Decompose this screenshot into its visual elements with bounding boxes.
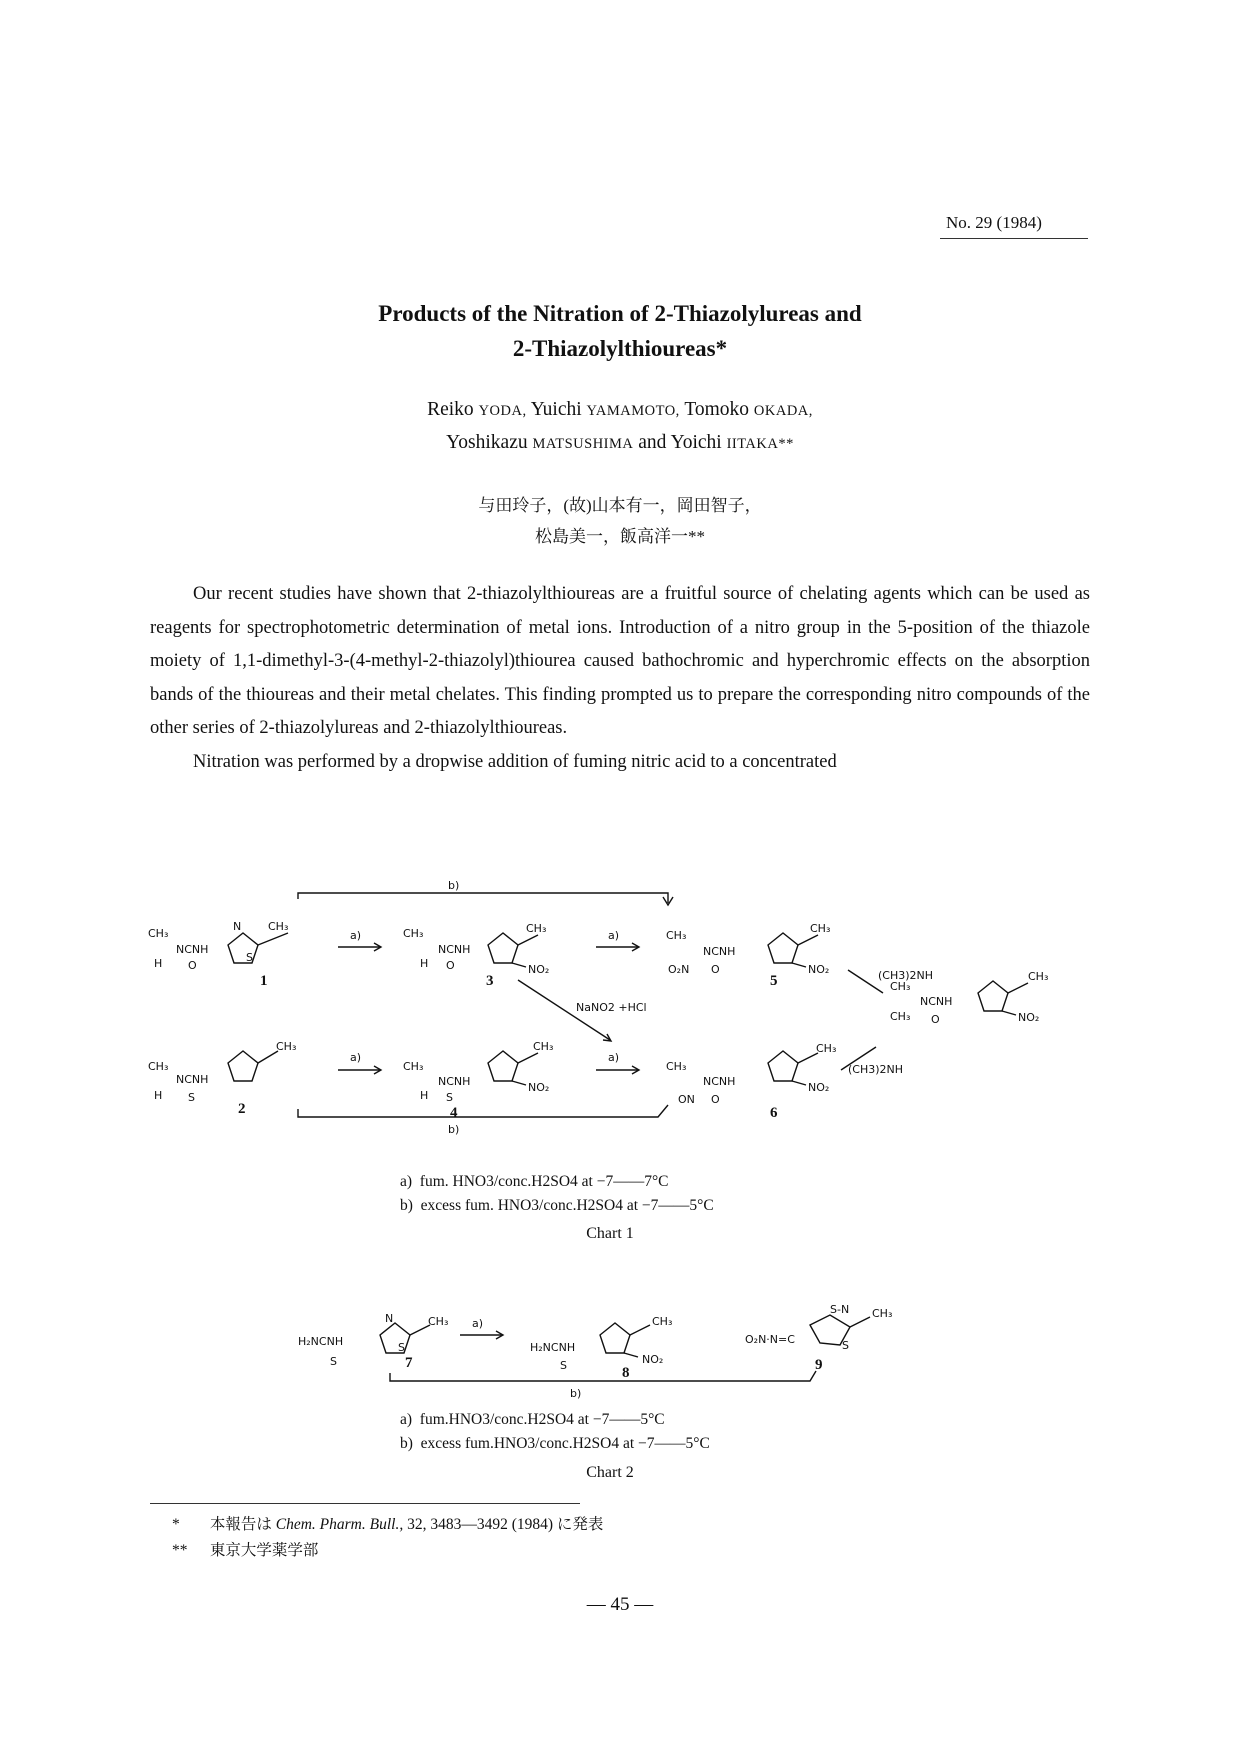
svg-text:NCNH: NCNH — [703, 1075, 736, 1088]
svg-text:O₂N: O₂N — [668, 963, 690, 976]
author-and: and — [638, 432, 667, 453]
svg-text:CH₃: CH₃ — [890, 980, 911, 993]
compound-8 — [530, 1315, 672, 1381]
svg-text:S: S — [560, 1359, 567, 1372]
arrow-2-to-4-label: a) — [350, 1051, 362, 1064]
svg-text:H: H — [154, 957, 163, 970]
svg-text:NO₂: NO₂ — [1018, 1011, 1040, 1024]
author-list — [200, 394, 1040, 460]
svg-text:CH₃: CH₃ — [428, 1315, 449, 1328]
arrow-b-bottom — [298, 1105, 668, 1117]
footnotes — [172, 1512, 603, 1564]
author-3-first: Tomoko — [684, 399, 750, 420]
author-5-first: Yoichi — [670, 432, 722, 453]
svg-text:O: O — [711, 963, 720, 976]
svg-text:NCNH: NCNH — [703, 945, 736, 958]
chart-1-condition-b: b) excess fum. HNO3/conc.H2SO4 at −7——5°C — [400, 1197, 714, 1214]
compound-9-number: 9 — [815, 1357, 823, 1373]
author-3-last: OKADA, — [753, 403, 813, 419]
svg-text:S: S — [246, 951, 253, 964]
svg-text:H₂NCNH: H₂NCNH — [298, 1335, 344, 1348]
svg-text:O₂N·N=C: O₂N·N=C — [745, 1333, 795, 1346]
svg-text:N: N — [233, 920, 242, 933]
footnote-1-mark: * — [172, 1516, 180, 1533]
svg-text:H: H — [420, 957, 429, 970]
paragraph-1: Our recent studies have shown that 2-thiazolylthioureas are a fruitful source of chelating agents which can be used as reagents for spectrophotometric determination of metal ions. Introduction of a nitro group in the 5-position of the thiazole moiety of 1,1-dimethyl-3-(4-methyl-2-thiazolyl)thiourea caused bathochromic and hyperchromic effects on the absorption bands of the thioureas and their metal chelates. This finding prompted us to prepare the corresponding nitro compounds of the other series of 2-thiazolylureas and 2-thiazolylthioureas. — [150, 584, 1090, 738]
chart-2-conditions — [400, 1408, 710, 1456]
svg-text:O: O — [931, 1013, 940, 1026]
svg-text:H: H — [154, 1089, 163, 1102]
chart-2-caption: Chart 2 — [586, 1464, 634, 1481]
svg-text:CH₃: CH₃ — [810, 922, 831, 935]
nitrosation-reagent-label: NaNO2 +HCl — [576, 1001, 647, 1014]
arrow-1-to-3-label: a) — [350, 929, 362, 942]
compound-1 — [148, 920, 288, 989]
svg-text:S: S — [188, 1091, 195, 1104]
svg-text:O: O — [446, 959, 455, 972]
author-1-last: YODA, — [478, 403, 527, 419]
author-list-japanese — [200, 490, 1040, 552]
title-line-2: 2-Thiazolylthioureas* — [512, 336, 728, 361]
svg-text:NO₂: NO₂ — [528, 1081, 550, 1094]
chart-2-condition-b: b) excess fum.HNO3/conc.H2SO4 at −7——5°C — [400, 1435, 710, 1452]
author-2-last: YAMAMOTO, — [586, 403, 680, 419]
compound-5-number: 5 — [770, 973, 778, 989]
arrow-7-to-8-label: a) — [472, 1317, 484, 1330]
compound-2-number: 2 — [238, 1101, 246, 1117]
chart-2-condition-a: a) fum.HNO3/conc.H2SO4 at −7——5°C — [400, 1411, 665, 1428]
body-text — [150, 578, 1090, 779]
journal-number-rule — [940, 238, 1088, 239]
compound-6-number: 6 — [770, 1105, 778, 1121]
chart-1-reaction-scheme — [148, 875, 1098, 1145]
arrow-b-chart-2-label: b) — [570, 1387, 582, 1400]
svg-text:H: H — [420, 1089, 429, 1102]
svg-text:S: S — [446, 1091, 453, 1104]
svg-text:H₂NCNH: H₂NCNH — [530, 1341, 576, 1354]
svg-text:CH₃: CH₃ — [403, 927, 424, 940]
compound-7 — [298, 1312, 448, 1371]
svg-text:NCNH: NCNH — [176, 943, 209, 956]
paper-title — [200, 296, 1040, 366]
compound-4-number: 4 — [450, 1105, 458, 1121]
svg-text:S: S — [330, 1355, 337, 1368]
svg-text:CH₃: CH₃ — [652, 1315, 673, 1328]
svg-text:N: N — [385, 1312, 394, 1325]
chart-1-conditions — [400, 1170, 714, 1218]
compound-6 — [666, 1042, 836, 1121]
journal-number: No. 29 (1984) — [946, 213, 1042, 232]
author-4-last: MATSUSHIMA — [532, 436, 634, 452]
footnote-2-mark: ** — [172, 1542, 188, 1559]
arrow-4-to-6-label: a) — [608, 1051, 620, 1064]
svg-text:NO₂: NO₂ — [528, 963, 550, 976]
svg-text:S: S — [842, 1339, 849, 1352]
compound-2 — [148, 1040, 296, 1117]
svg-text:NO₂: NO₂ — [808, 963, 830, 976]
svg-text:CH₃: CH₃ — [533, 1040, 554, 1053]
compound-7-number: 7 — [405, 1355, 413, 1371]
author-ja-line-1: 与田玲子，(故)山本有一，岡田智子， — [478, 496, 762, 515]
author-ja-line-2: 松島美一，飯高洋一** — [535, 527, 705, 546]
footnote-rule — [150, 1503, 580, 1504]
svg-text:NO₂: NO₂ — [642, 1353, 664, 1366]
svg-text:CH₃: CH₃ — [666, 1060, 687, 1073]
arrow-3-to-5-label: a) — [608, 929, 620, 942]
svg-text:NO₂: NO₂ — [808, 1081, 830, 1094]
author-line-2 — [200, 427, 1040, 460]
svg-text:S: S — [398, 1341, 405, 1354]
footnote-1-journal: Chem. Pharm. Bull., — [275, 1516, 404, 1533]
compound-5 — [666, 922, 830, 989]
compound-3 — [403, 922, 549, 989]
amine-label-bottom: (CH3)2NH — [848, 1063, 904, 1076]
compound-9 — [745, 1303, 892, 1373]
svg-text:NCNH: NCNH — [438, 1075, 471, 1088]
svg-text:CH₃: CH₃ — [403, 1060, 424, 1073]
title-line-1: Products of the Nitration of 2-Thiazolylureas and — [378, 301, 862, 326]
svg-text:CH₃: CH₃ — [526, 922, 547, 935]
svg-text:ON: ON — [678, 1093, 695, 1106]
compound-8-number: 8 — [622, 1365, 630, 1381]
arrow-b-bottom-label: b) — [448, 1123, 460, 1136]
svg-text:CH₃: CH₃ — [890, 1010, 911, 1023]
compound-4 — [403, 1040, 553, 1121]
page-number: — 45 — — [586, 1594, 654, 1615]
svg-text:CH₃: CH₃ — [816, 1042, 837, 1055]
chart-1-condition-a: a) fum. HNO3/conc.H2SO4 at −7——7°C — [400, 1173, 669, 1190]
svg-text:CH₃: CH₃ — [872, 1307, 893, 1320]
paragraph-2: Nitration was performed by a dropwise addition of fuming nitric acid to a concentrated — [193, 751, 837, 772]
compound-3-number: 3 — [486, 973, 494, 989]
arrow-b-chart-2 — [390, 1371, 816, 1381]
footnote-1: * 本報告は Chem. Pharm. Bull., 32, 3483—3492 (1984) に発表 — [172, 1512, 603, 1538]
compound-1-number: 1 — [260, 973, 268, 989]
author-1-first: Reiko — [427, 399, 474, 420]
svg-text:CH₃: CH₃ — [1028, 970, 1049, 983]
svg-text:CH₃: CH₃ — [148, 1060, 169, 1073]
svg-text:CH₃: CH₃ — [666, 929, 687, 942]
author-line-1 — [200, 394, 1040, 427]
chart-2-reaction-scheme — [290, 1285, 970, 1410]
svg-text:CH₃: CH₃ — [148, 927, 169, 940]
arrow-b-top-label: b) — [448, 879, 460, 892]
amine-label-top: (CH3)2NH — [878, 969, 934, 982]
svg-text:CH₃: CH₃ — [268, 920, 289, 933]
svg-text:NCNH: NCNH — [176, 1073, 209, 1086]
svg-text:O: O — [188, 959, 197, 972]
chart-1-caption: Chart 1 — [586, 1225, 634, 1242]
footnote-2: ** 東京大学薬学部 — [172, 1538, 603, 1564]
svg-text:CH₃: CH₃ — [276, 1040, 297, 1053]
svg-text:NCNH: NCNH — [920, 995, 953, 1008]
author-2-first: Yuichi — [530, 399, 582, 420]
author-4-first: Yoshikazu — [446, 432, 528, 453]
svg-text:O: O — [711, 1093, 720, 1106]
svg-text:S-N: S-N — [830, 1303, 850, 1316]
arrow-b-top — [298, 893, 668, 903]
svg-text:NCNH: NCNH — [438, 943, 471, 956]
author-5-last: IITAKA** — [726, 436, 794, 452]
